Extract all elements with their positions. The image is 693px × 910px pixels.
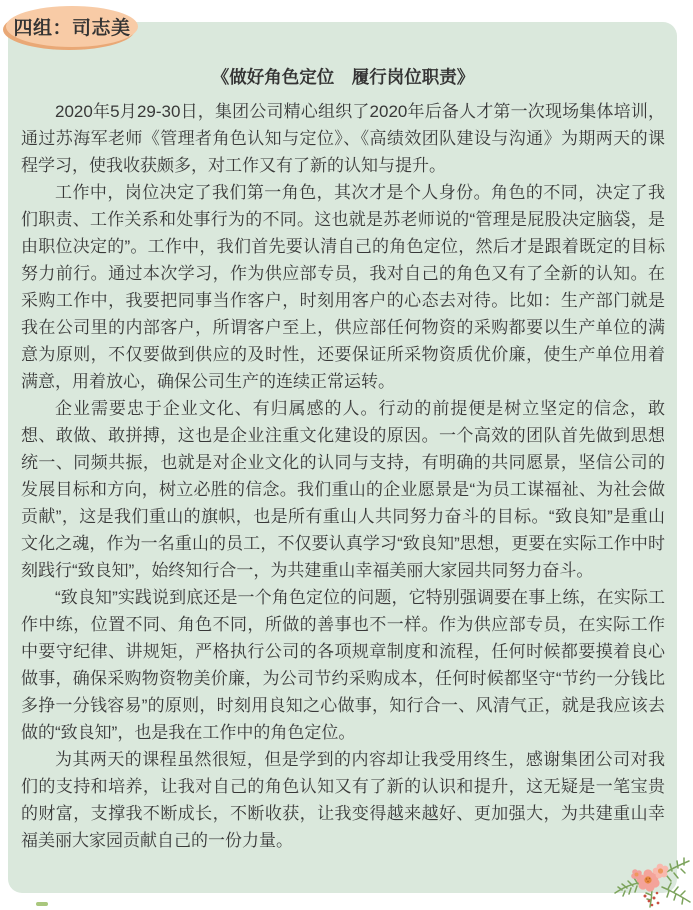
essay-content	[8, 22, 677, 854]
essay-title: 《做好角色定位 履行岗位职责》	[211, 67, 475, 87]
essay-paragraph: 企业需要忠于企业文化、有归属感的人。行动的前提便是树立坚定的信念，敢想、敢做、敢拼搏，这也是企业注重文化建设的原因。一个高效的团队首先做到思想统一、同频共振，也就是对企业文化的认同与支持，有明确的共同愿景，坚信公司的发展目标和方向，树立必胜的信念。我们重山的企业愿景是“为员工谋福祉、为社会做贡献”，这是我们重山的旗帜，也是所有重山人共同努力奋斗的目标。“致良知”是重山文化之魂，作为一名重山的员工，不仅要认真学习“致良知”思想，更要在实际工作中时刻践行“致良知”，始终知行合一，为共建重山幸福美丽大家园共同努力奋斗。	[21, 399, 665, 580]
essay-paragraph: 工作中，岗位决定了我们第一角色，其次才是个人身份。角色的不同，决定了我们职责、工作关系和处事行为的不同。这也就是苏老师说的“管理是屁股决定脑袋，是由职位决定的”。工作中，我们首先要认清自己的角色定位，然后才是跟着既定的目标努力前行。通过本次学习，作为供应部专员，我对自己的角色又有了全新的认知。在采购工作中，我要把同事当作客户，时刻用客户的心态去对待。比如：生产部门就是我在公司里的内部客户，所谓客户至上，供应部任何物资的采购都要以生产单位的满意为原则，不仅要做到供应的及时性，还要保证所采物资质优价廉，使生产单位用着满意，用着放心，确保公司生产的连续正常运转。	[21, 183, 665, 391]
essay-paragraph: 2020年5月29-30日，集团公司精心组织了2020年后备人才第一次现场集体培训，通过苏海军老师《管理者角色认知与定位》、《高绩效团队建设与沟通》为期两天的课程学习，使我收获颇多，对工作又有了新的认知与提升。	[21, 102, 665, 175]
essay-card	[8, 22, 677, 893]
essay-body	[21, 98, 665, 854]
group-author-badge	[6, 6, 138, 47]
leaf-sprig-icon	[36, 902, 48, 906]
essay-paragraph: “致良知”实践说到底还是一个角色定位的问题，它特别强调要在事上练，在实际工作中练，位置不同、角色不同，所做的善事也不一样。作为供应部专员，在实际工作中要守纪律、讲规矩，严格执行公司的各项规章制度和流程，任何时候都要摸着良心做事，确保采购物资物美价廉，为公司节约采购成本，任何时候都坚守“节约一分钱比多挣一分钱容易”的原则，时刻用良知之心做事，知行合一、风清气正，就是我应该去做的“致良知”，也是我在工作中的角色定位。	[21, 588, 665, 742]
group-author-label: 四组：司志美	[13, 18, 131, 39]
essay-paragraph: 为其两天的课程虽然很短，但是学到的内容却让我受用终生，感谢集团公司对我们的支持和培养，让我对自己的角色认知又有了新的认识和提升，这无疑是一笔宝贵的财富，支撑我不断成长，不断收获，让我变得越来越好、更加强大，为共建重山幸福美丽大家园贡献自己的一份力量。	[21, 750, 665, 850]
